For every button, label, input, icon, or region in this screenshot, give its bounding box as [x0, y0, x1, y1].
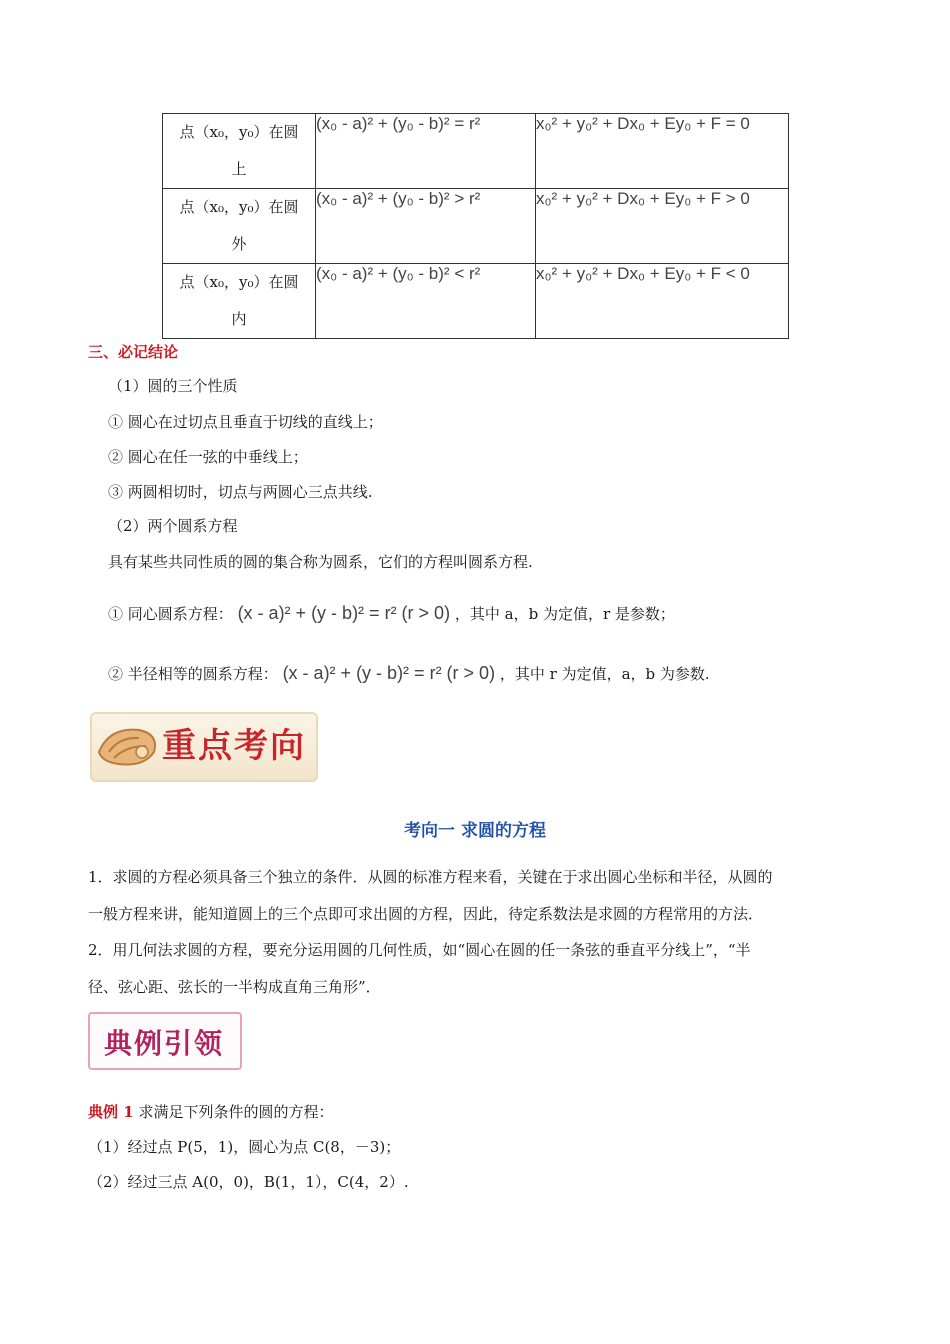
subheading-systems: （2）两个圆系方程 [108, 517, 238, 535]
circle-system-definition: 具有某些共同性质的圆的集合称为圆系，它们的方程叫圆系方程. [108, 553, 533, 571]
general-expression: x₀² + y₀² + Dx₀ + Ey₀ + F [536, 189, 722, 208]
paragraph-1-line-2: 一般方程来讲，能知道圆上的三个点即可求出圆的方程，因此，待定系数法是求圆的方程常用的方法． [88, 905, 764, 923]
table-cell-standard [316, 264, 536, 339]
table-cell-general [536, 264, 789, 339]
standard-expression: (x₀ - a)² + (y₀ - b)² [316, 264, 450, 283]
paragraph-1-line-1: 1．求圆的方程必须具备三个独立的条件．从圆的标准方程来看，关键在于求出圆心坐标和半径，从圆的 [88, 868, 773, 886]
table-row [163, 189, 789, 264]
example-banner [88, 1012, 242, 1070]
general-relation: < 0 [725, 264, 750, 283]
general-relation: = 0 [725, 114, 750, 133]
general-relation: > 0 [725, 189, 750, 208]
example-item-2: （2）经过三点 A(0，0)，B(1，1），C(4，2）. [88, 1173, 409, 1191]
row-label-line1: 点（x₀，y₀）在圆 [179, 198, 299, 216]
example-1-question [88, 1101, 333, 1122]
table-cell-standard [316, 189, 536, 264]
banner-text: 重点考向 [162, 726, 306, 766]
point-position-table [162, 113, 789, 339]
standard-expression: (x₀ - a)² + (y₀ - b)² [316, 189, 450, 208]
property-1: ① 圆心在过切点且垂直于切线的直线上； [108, 413, 383, 431]
equal-radius-tail: ，其中 r 为定值，a，b 为参数. [499, 665, 710, 683]
shell-icon [94, 722, 164, 772]
general-expression: x₀² + y₀² + Dx₀ + Ey₀ + F [536, 114, 722, 133]
table-cell-general [536, 114, 789, 189]
paragraph-2-line-2: 径、弦心距、弦长的一半构成直角三角形”． [88, 978, 381, 996]
example-question-text: 求满足下列条件的圆的方程： [138, 1103, 334, 1121]
concentric-formula: (x - a)² + (y - b)² = r² (r > 0) [237, 603, 451, 623]
concentric-tail: ，其中 a，b 为定值，r 是参数； [454, 605, 675, 623]
row-label-line1: 点（x₀，y₀）在圆 [179, 273, 299, 291]
equal-radius-system-line [108, 663, 710, 684]
row-label-line2: 上 [231, 160, 247, 178]
paragraph-2-line-1: 2．用几何法求圆的方程，要充分运用圆的几何性质，如“圆心在圆的任一条弦的垂直平分线上”，“半 [88, 941, 751, 959]
equal-radius-label: ② 半径相等的圆系方程： [108, 665, 278, 683]
concentric-label: ① 同心圆系方程： [108, 605, 233, 623]
table-cell-standard [316, 114, 536, 189]
table-cell-general [536, 189, 789, 264]
standard-expression: (x₀ - a)² + (y₀ - b)² [316, 114, 450, 133]
table-row [163, 264, 789, 339]
table-row [163, 114, 789, 189]
equal-radius-formula: (x - a)² + (y - b)² = r² (r > 0) [282, 663, 496, 683]
key-topics-banner [90, 712, 314, 780]
subheading-properties: （1）圆的三个性质 [108, 377, 238, 395]
row-label-line1: 点（x₀，y₀）在圆 [179, 123, 299, 141]
property-2: ② 圆心在任一弦的中垂线上； [108, 448, 308, 466]
section-heading: 三、必记结论 [88, 343, 179, 361]
standard-relation: > r² [454, 189, 481, 208]
table-cell-label [163, 264, 316, 339]
general-expression: x₀² + y₀² + Dx₀ + Ey₀ + F [536, 264, 722, 283]
example-label: 典例 1 [88, 1103, 134, 1121]
example-item-1: （1）经过点 P(5，1)，圆心为点 C(8，－3)； [88, 1138, 401, 1156]
table-cell-label [163, 189, 316, 264]
standard-relation: < r² [454, 264, 481, 283]
topic-title: 考向一 求圆的方程 [404, 821, 546, 841]
property-3: ③ 两圆相切时，切点与两圆心三点共线. [108, 483, 373, 501]
example-banner-text: 典例引领 [104, 1027, 225, 1060]
table-cell-label [163, 114, 316, 189]
row-label-line2: 内 [231, 310, 247, 328]
row-label-line2: 外 [231, 235, 247, 253]
concentric-system-line [108, 603, 675, 624]
standard-relation: = r² [454, 114, 481, 133]
